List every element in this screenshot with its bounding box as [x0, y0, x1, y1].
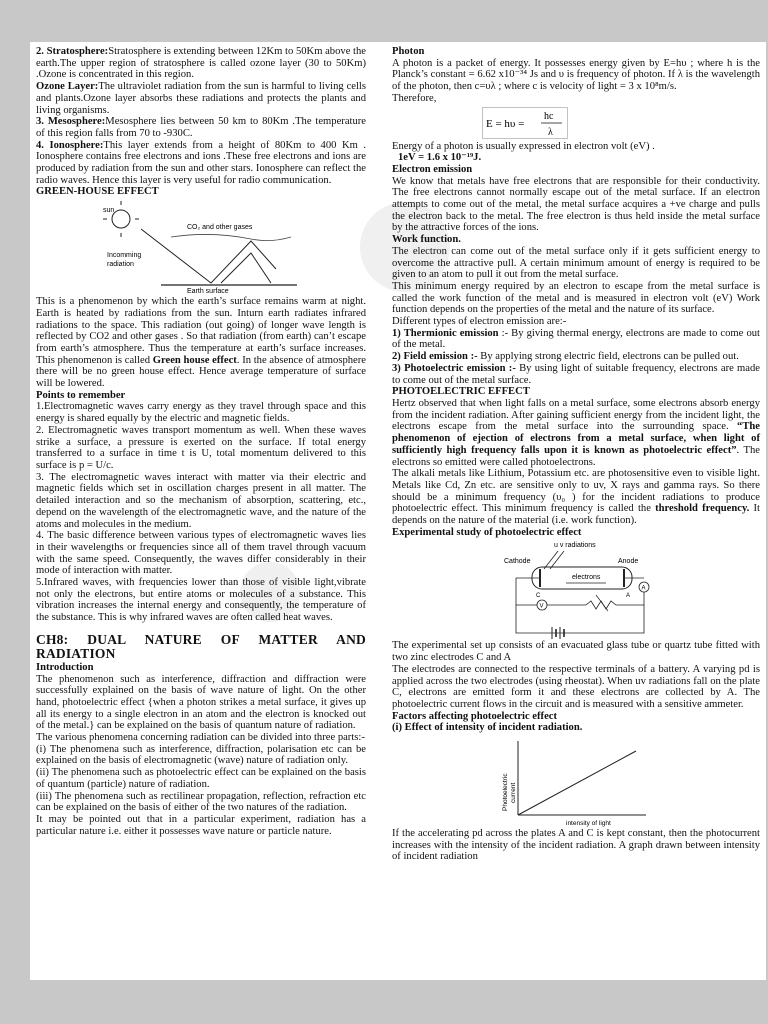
intro-item-iii: (iii) The phenomena such as rectilinear propagation, reflection, refraction etc can be explained on the basis of either of the two natures of the radiation.	[36, 790, 366, 814]
fig-anode-label: Anode	[618, 558, 639, 566]
photoelectric-heading: PHOTOELECTRIC EFFECT	[392, 386, 530, 398]
greenhouse-paragraph: This is a phenomenon by which the earth’s surface remains warm at night. Earth is heated by radiations from the sun. Inturn earth radiates infrared radiations to the space. This radiation (out going) of longer wave length is reflected by CO2 and other gases . So that radiation (from earth) can’t escape from earth’s atmosphere. Thus the temperature at earth’s surface increases. This phenomenon is called Green house effect. In the absence of atmosphere there will be no green house effect. Hence average temperature of surface will be lowered.	[36, 296, 366, 390]
intro-paragraph-1: The phenomenon such as interference, diffraction and diffraction were successfully explained on the basis of wave nature of light. On the other hand, photoelectric effect {when a photon strikes a metal surface, it gives up all its energy to a single electron in an atom and the electron is knocked out of the metal.} can be explained on the basis of quantum nature of radiation.	[36, 673, 366, 732]
emission-heading: Electron emission	[392, 163, 473, 175]
point-5: 5.Infrared waves, with frequencies lower than those of visible light,vibrate not only the electrons, but entire atoms or molecules of a substance. This vibration increases the internal energy and consequently, the temperature of the substance. This is why infrared waves are often called heat waves.	[36, 577, 366, 624]
photon-paragraph: A photon is a packet of energy. It possesses energy given by E=hυ ; where h is the Planck’s constant = 6.62 x10⁻³⁴ Js and υ is frequency of photon. If λ is the wavelength of the photon, then c=υλ ; where c is velocity of light = 3 x 10⁸m/s.	[392, 57, 760, 93]
ozone-paragraph: Ozone Layer:The ultraviolet radiation from the sun is harmful to living cells and plants.Ozone layer absorbs these radiations and protects the plants and living organisms.	[36, 81, 366, 116]
fig-earth-label: Earth surface	[187, 288, 229, 296]
experimental-paragraph-1: The experimental set up consists of an evacuated glass tube or quartz tube fitted with two zinc electrodes C and A	[392, 640, 760, 664]
photoelectric-paragraph-2: The alkali metals like Lithium, Potassium etc. are photosensitive even to visible light. Metals like Cd, Zn etc. are sensitive only to uv, X rays and gamma rays. So there should be a minimum frequency (υ₀ ) for the incident radiations to produce photoelectric effect. This minimum frequency is called the threshold frequency. It depends on the nature of the material (i.e. work function).	[392, 468, 761, 527]
photoelectric-apparatus-figure	[496, 539, 656, 639]
greenhouse-figure	[101, 199, 301, 295]
fig-ammeter-label: A	[641, 585, 646, 592]
fig-incoming-label: Incomming	[107, 252, 142, 260]
point-1: 1.Electromagnetic waves carry energy as they travel through space and this energy is shared equally by the electric and magnetic fields.	[36, 401, 366, 425]
fig-radiation-label: radiation	[107, 261, 134, 269]
formula-lhs: E = hυ =	[486, 117, 525, 130]
field-emission: 2) Field emission :- By applying strong electric field, electrons can be pulled out.	[392, 351, 739, 363]
fig-gases-label: CO₂ and other gases	[187, 224, 253, 232]
intro-item-i: (i) The phenomena such as interference, diffraction, polarisation etc can be explained on the basis of electromagnetic (wave) nature of radiation only.	[36, 743, 366, 767]
fig-cathode-label: Cathode	[504, 558, 531, 566]
greenhouse-heading: GREEN-HOUSE EFFECT	[36, 186, 159, 198]
energy-ev-text: Energy of a photon is usually expressed in electron volt (eV) .	[392, 140, 655, 152]
factors-heading: Factors affecting photoelectric effect	[392, 710, 557, 722]
chapter-title: CH8: DUAL NATURE OF MATTER AND RADIATION	[36, 631, 366, 662]
photon-heading: Photon	[392, 46, 425, 57]
photon-energy-formula	[482, 107, 568, 139]
intro-item-ii: (ii) The phenomena such as photoelectric effect can be explained on the basis of quantum (particle) nature of radiation.	[36, 767, 366, 790]
introduction-heading: Introduction	[36, 661, 94, 673]
work-function-paragraph-1: The electron can come out of the metal surface only if it gets sufficient energy to overcome the attractive pull. A certain minimum amount of energy is required to be given to an atom to pull it out from the metal surface.	[392, 245, 760, 281]
intensity-graph	[496, 735, 656, 827]
stratosphere-paragraph: 2. Stratosphere:Stratosphere is extending between 12Km to 50Km above the earth.The upper region of stratosphere is called ozone layer (30 to 50Km) .Ozone is concentrated in this region.	[36, 46, 366, 81]
factor-1: (i) Effect of intensity of incident radiation.	[392, 722, 583, 734]
fig-sun-label: sun	[103, 207, 115, 215]
intro-paragraph-3: It may be pointed out that in a particular experiment, radiation has a particular nature i.e. either it possesses wave nature or particle nature.	[36, 813, 366, 837]
last-paragraph: If the accelerating pd across the plates A and C is kept constant, then the photocurrent increases with the intensity of the incident radiation. A graph drawn between intensity of incident radiation	[392, 828, 760, 863]
formula-denominator: λ	[548, 126, 553, 138]
graph-xlabel: intensity of light	[566, 820, 611, 828]
fig-uv-label: u v radiations	[554, 542, 596, 550]
graph-ylabel-1: Photoelectric	[502, 773, 509, 812]
experimental-heading: Experimental study of photoelectric effect	[392, 526, 582, 538]
thermionic-emission: 1) Thermionic emission :- By giving thermal energy, electrons are made to come out of the metal.	[392, 327, 760, 351]
right-column	[392, 46, 760, 863]
point-4: 4. The basic difference between various types of electromagnetic waves lies in their wavelengths or frequencies since all of them travel through vacuum with the same speed. Consequently, the waves differ considerably in their mode of interaction with matter.	[36, 530, 366, 577]
emission-types-intro: Different types of electron emission are:-	[392, 316, 567, 328]
fig-a-label: A	[626, 593, 631, 600]
therefore-text: Therefore,	[392, 92, 437, 104]
intro-paragraph-2: The various phenomena concerning radiation can be divided into three parts:-	[36, 732, 365, 744]
work-function-heading: Work function.	[392, 234, 461, 246]
fig-electrons-label: electrons	[572, 574, 601, 582]
photoelectric-emission: 3) Photoelectric emission :- By using light of suitable frequency, electrons are made to come out of the metal surface.	[392, 362, 760, 386]
photoelectric-paragraph-1: Hertz observed that when light falls on a metal surface, some electrons absorb energy from the incident radiation. After gaining sufficient energy from the incident light, the electrons escape from the metal surface into the surrounding space. “The phenomenon of ejection of electrons from a metal surface, when light of sufficiently high frequency falls upon it is known as photoelectric effect”. The electrons so emitted were called photoelectrons.	[392, 397, 760, 468]
point-3: 3. The electromagnetic waves interact with matter via their electric and magnetic fields which set in oscillation charges present in all matter. The detailed interaction and so the mechanism of absorption, scattering, etc., depend on the wavelength of the electromagnetic wave, and the nature of the atoms and molecules in the medium.	[36, 471, 366, 530]
graph-ylabel-2: current	[510, 782, 517, 804]
point-2: 2. Electromagnetic waves transport momentum as well. When these waves strike a surface, a pressure is exerted on the surface. If total energy transferred to a surface in time t is U, total momentum delivered to this surface is p = U/c.	[36, 424, 366, 471]
emission-paragraph: We know that metals have free electrons that are responsible for their conductivity. The free electrons cannot normally escape out of the metal surface. If an electron attempts to come out of the metal, the metal surface acquires a +ve charge and pulls the electron back to the metal. The free electron is thus held inside the metal surface by the attractive forces of the ions.	[392, 175, 760, 234]
formula-numerator: hc	[544, 110, 554, 122]
fig-voltmeter-label: V	[539, 603, 544, 610]
work-function-paragraph-2: This minimum energy required by an electron to escape from the metal surface is called the work function of the metal and is measured in electron volt (eV) Work function depends on the properties of the metal and the nature of its surface.	[392, 280, 760, 316]
left-column	[36, 46, 366, 837]
ev-value: 1eV = 1.6 x 10⁻¹⁹J.	[398, 152, 482, 164]
mesosphere-paragraph: 3. Mesosphere:Mesosphere lies between 50 km to 80Km .The temperature of this region falls from 70 to -930C.	[36, 116, 366, 139]
ionosphere-paragraph: 4. Ionosphere:This layer extends from a height of 80Km to 400 Km . Ionosphere contains free electrons and ions .These free electrons and ions are produced by radiation from the sun and other stars. Ionosphere can reflect the radio waves. Hence this layer is very useful for radio communication.	[36, 139, 366, 186]
points-heading: Points to remember	[36, 389, 126, 401]
experimental-paragraph-2: The electrodes are connected to the respective terminals of a battery. A varying pd is applied across the two electrodes (using rheostat). When uv radiations fall on the plate C, electrons are emitted form it and these electrons are collected by A. The photoelectric current flows in the circuit and is measured with a sensitive ammeter.	[392, 663, 760, 710]
document-page	[30, 42, 766, 980]
fig-c-label: C	[536, 593, 541, 600]
